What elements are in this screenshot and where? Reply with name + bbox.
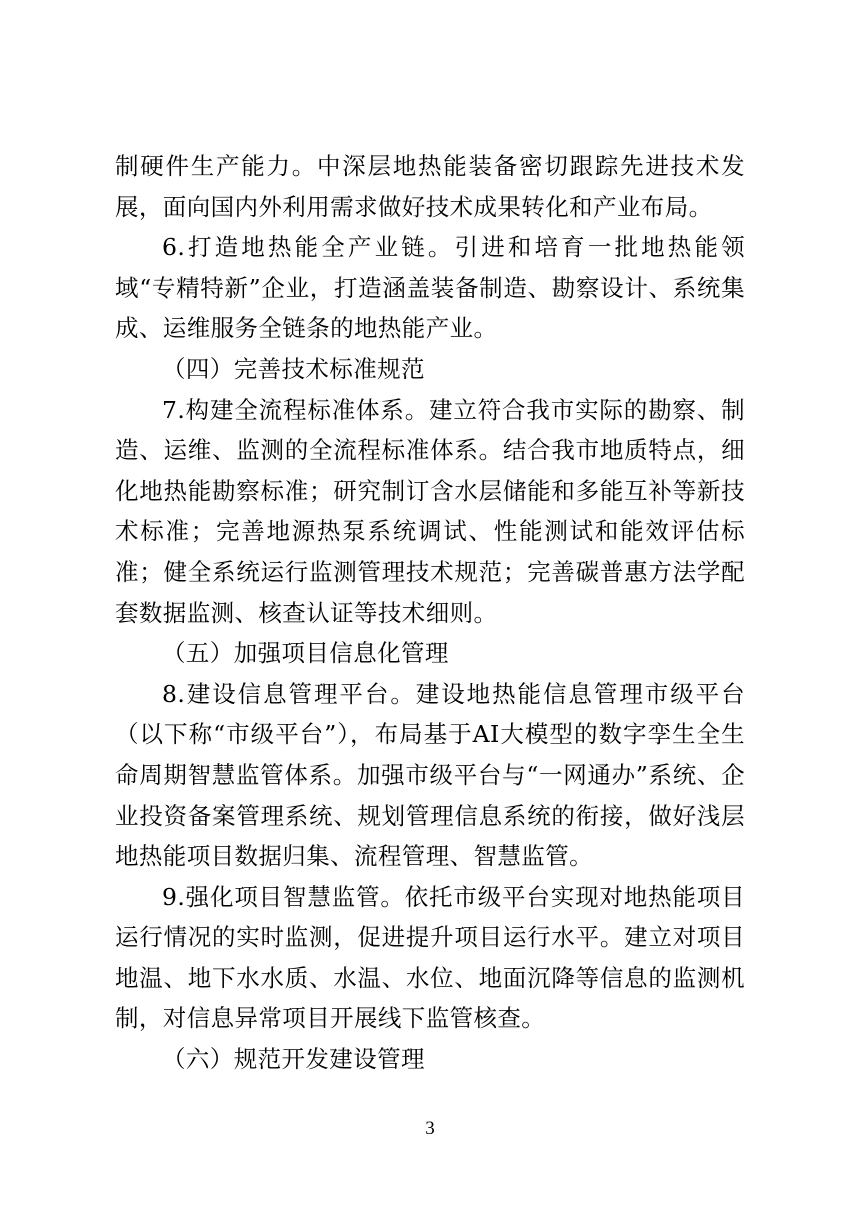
section-heading-5: （五）加强项目信息化管理: [162, 639, 449, 668]
page-number: 3: [425, 1118, 435, 1139]
paragraph-item-7: 7.构建全流程标准体系。建立符合我市实际的勘察、制造、运维、监测的全流程标准体系。结合我市地质特点，细化地热能勘察标准；研究制订含水层储能和多能互补等新技术标准；完善地源热泵系统调试、性能测试和能效评估标准；健全系统运行监测管理技术规范；完善碳普惠方法学配套数据监测、核查认证等技术细则。: [115, 395, 745, 627]
section-heading-4: （四）完善技术标准规范: [162, 354, 425, 383]
paragraph-item-8: 8.建设信息管理平台。建设地热能信息管理市级平台（以下称“市级平台”），布局基于AI大模型的数字孪生全生命周期智慧监管体系。加强市级平台与“一网通办”系统、企业投资备案管理系统、规划管理信息系统的衔接，做好浅层地热能项目数据归集、流程管理、智慧监管。: [115, 679, 745, 871]
document-body: [115, 146, 745, 1080]
section-heading-6: （六）规范开发建设管理: [162, 1045, 425, 1074]
paragraph-item-9: 9.强化项目智慧监管。依托市级平台实现对地热能项目运行情况的实时监测，促进提升项目运行水平。建立对项目地温、地下水水质、水温、水位、地面沉降等信息的监测机制，对信息异常项目开展线下监管核查。: [115, 882, 745, 1033]
paragraph-item-6: 6.打造地热能全产业链。引进和培育一批地热能领域“专精特新”企业，打造涵盖装备制造、勘察设计、系统集成、运维服务全链条的地热能产业。: [115, 233, 745, 343]
paragraph-continuation: 制硬件生产能力。中深层地热能装备密切跟踪先进技术发展，面向国内外利用需求做好技术成果转化和产业布局。: [115, 152, 745, 221]
